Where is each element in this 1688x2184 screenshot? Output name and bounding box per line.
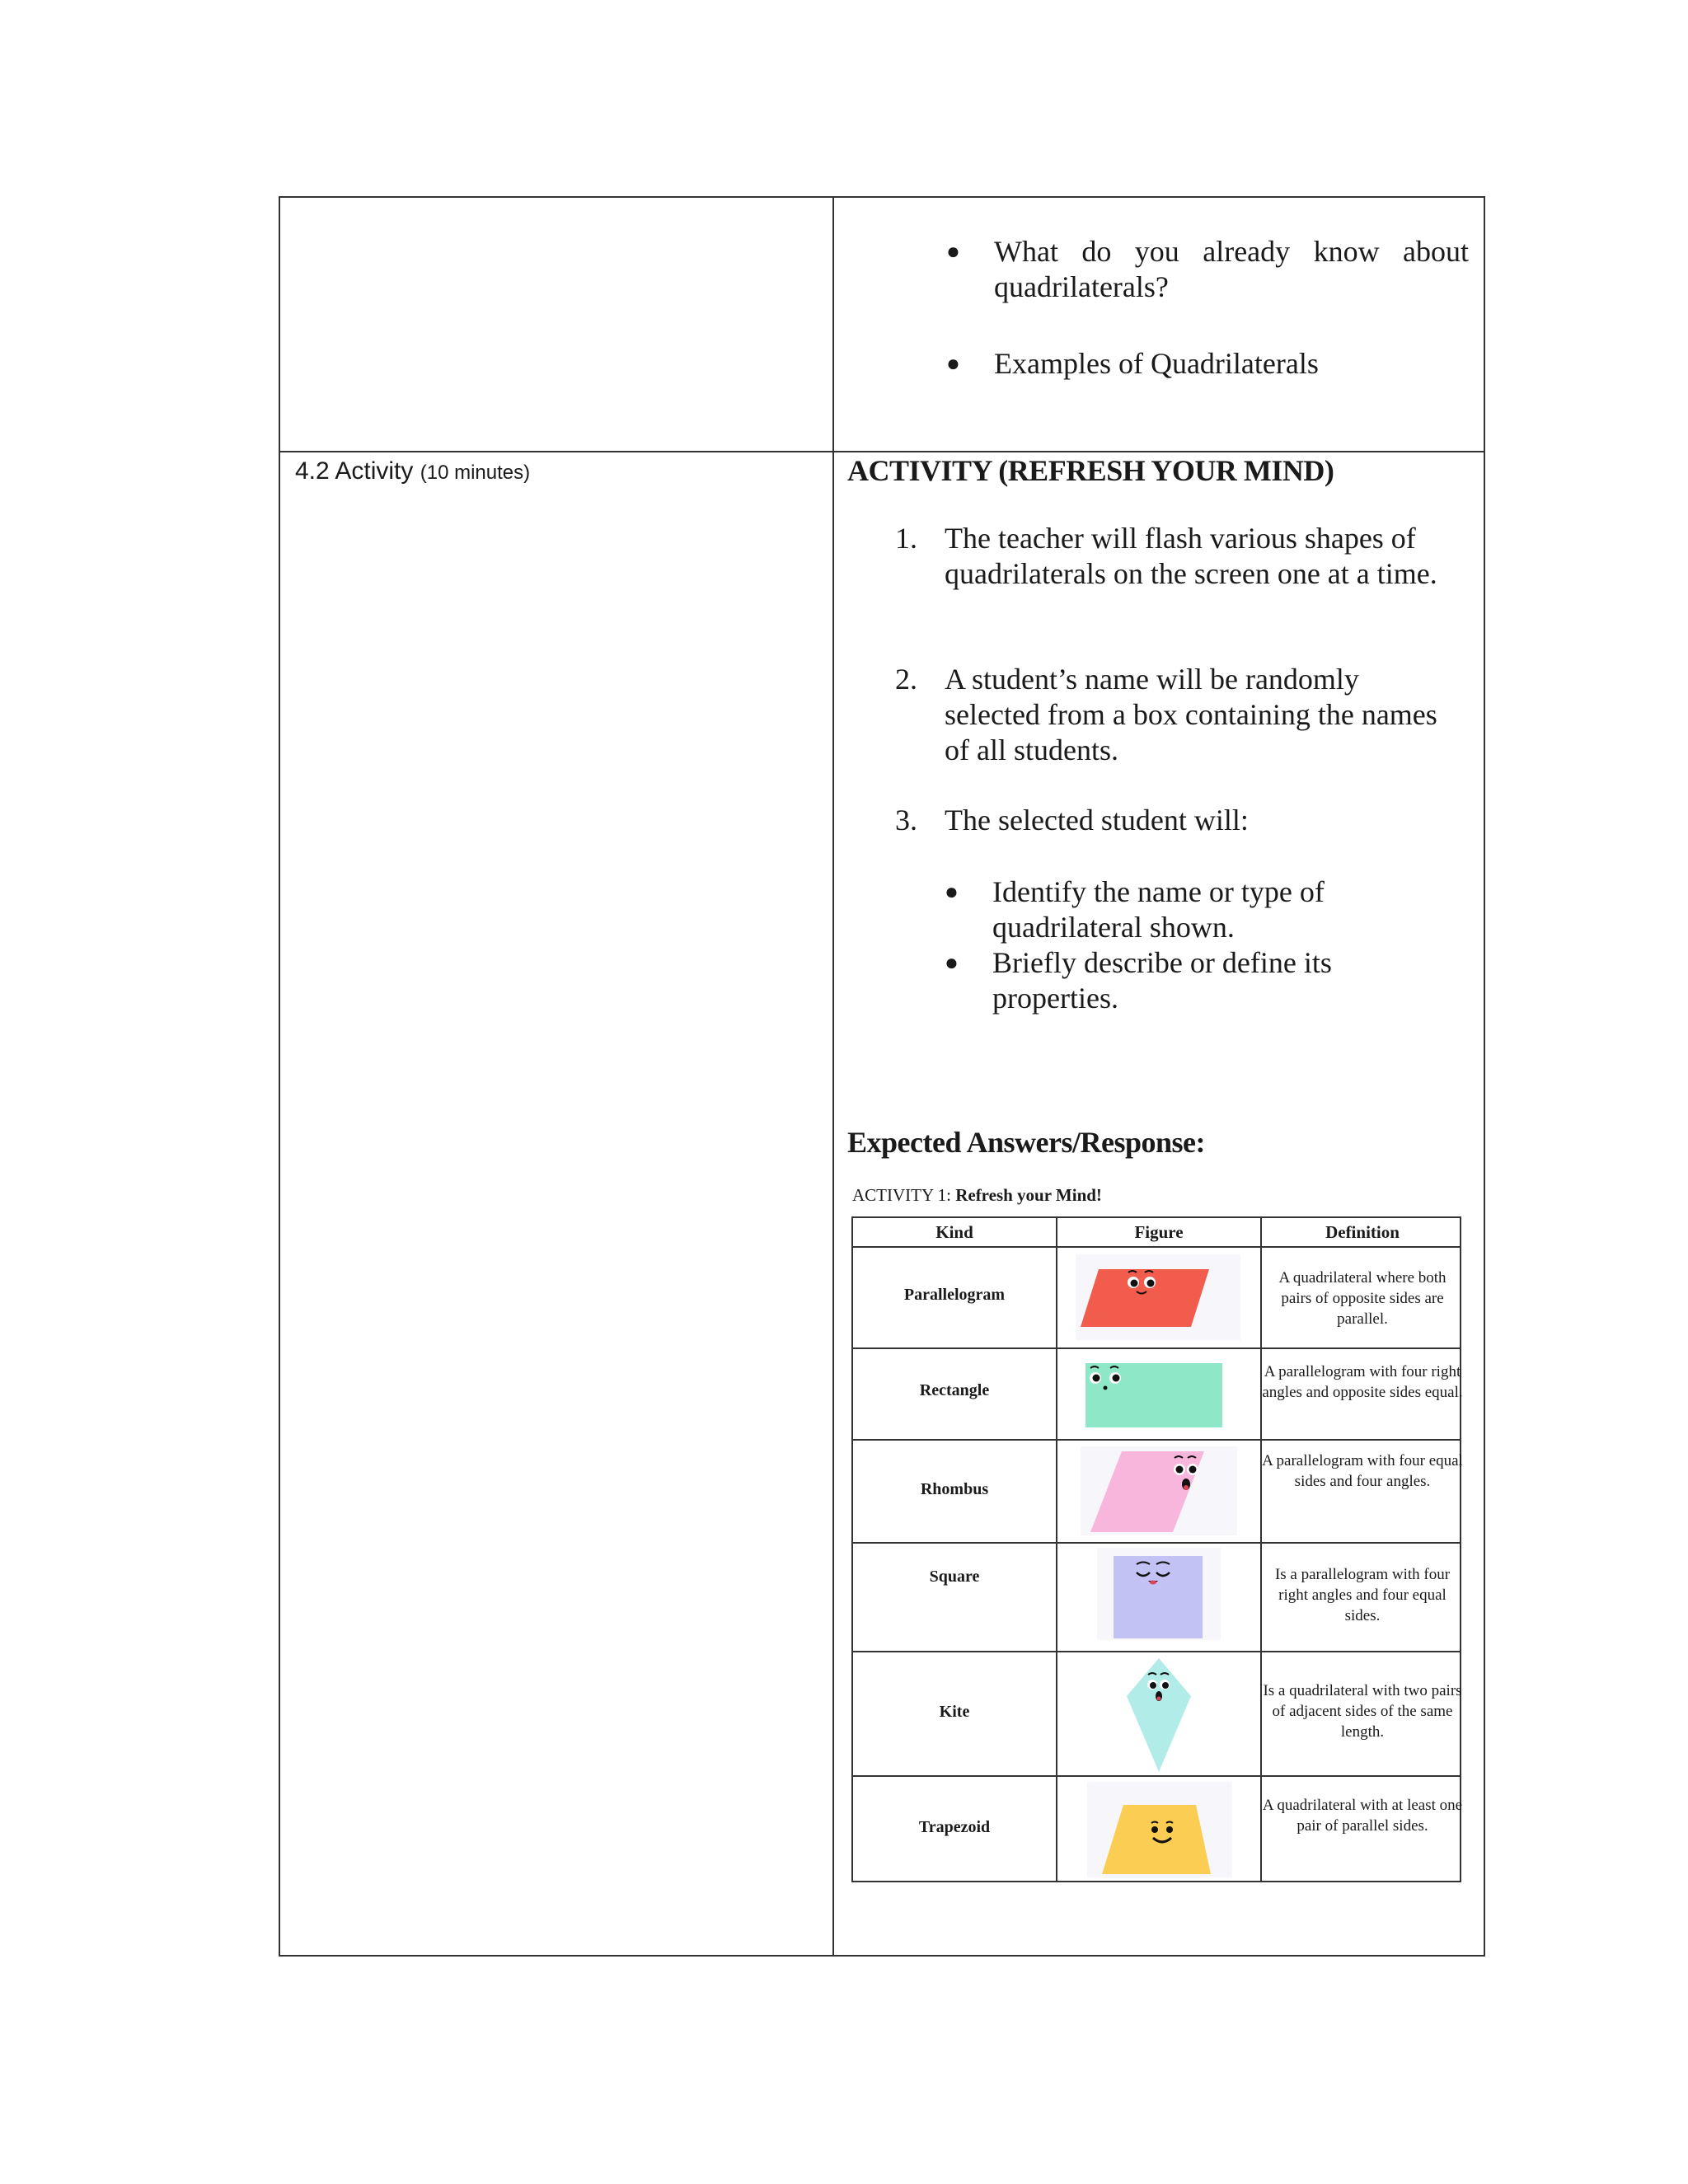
bullet-dot: ● <box>945 879 959 905</box>
rectangle-face-icon <box>1081 1355 1237 1434</box>
definition-cell: Is a quadrilateral with two pairs of adjacent sides of the same length. <box>1263 1682 1462 1741</box>
activity-duration: (10 minutes) <box>420 462 531 484</box>
square-face-icon <box>1097 1548 1221 1640</box>
bullet-dot: ● <box>946 351 960 377</box>
header-figure: Figure <box>1134 1222 1184 1242</box>
rectangle-shape <box>1085 1363 1222 1427</box>
caption-title: Refresh your Mind! <box>955 1185 1102 1205</box>
definition-cell: Is a parallelogram with four right angles and four equal sides. <box>1274 1566 1451 1624</box>
intro-bullet-text: Examples of Quadrilaterals <box>994 347 1319 380</box>
answers-col-divider <box>1056 1218 1057 1881</box>
kind-cell: Square <box>929 1568 980 1586</box>
square-shape <box>1114 1556 1203 1638</box>
answers-row-divider <box>853 1542 1460 1544</box>
caption-prefix: ACTIVITY 1: <box>852 1185 956 1205</box>
answers-table-caption <box>852 1185 1102 1206</box>
answers-row-divider <box>853 1246 1460 1248</box>
answers-row-divider <box>853 1651 1460 1652</box>
sub-bullet-text: Briefly describe or define its properties. <box>992 946 1332 1015</box>
kite-shape <box>1127 1658 1191 1772</box>
activity-section-label <box>295 453 530 491</box>
kind-cell: Trapezoid <box>918 1818 991 1836</box>
rhombus-face-icon <box>1081 1446 1237 1535</box>
column-divider <box>832 198 834 1955</box>
step-text: The teacher will flash various shapes of quadrilaterals on the screen one at a time. <box>945 522 1437 590</box>
activity-label-text: 4.2 Activity <box>295 457 414 485</box>
intro-bullet <box>946 346 1469 382</box>
definition-cell: A parallelogram with four equal sides and four angles. <box>1262 1452 1463 1490</box>
answers-table <box>851 1216 1461 1882</box>
row-divider <box>280 451 1484 452</box>
intro-bullet <box>946 234 1469 305</box>
parallelogram-shape <box>1081 1269 1209 1327</box>
intro-bullet-text: What do you already know about quadrilaterals? <box>994 235 1469 303</box>
lesson-plan-table <box>279 196 1485 1957</box>
step-number: 1. <box>895 522 917 555</box>
step-text: The selected student will: <box>945 804 1249 837</box>
activity-step <box>895 803 1439 838</box>
step-number: 2. <box>895 663 917 696</box>
answers-row-divider <box>853 1775 1460 1777</box>
definition-cell: A quadrilateral where both pairs of opposite sides are parallel. <box>1278 1269 1447 1328</box>
trapezoid-face-icon <box>1087 1782 1232 1877</box>
kind-cell: Rhombus <box>920 1480 989 1498</box>
activity-sub-bullet <box>945 945 1421 1016</box>
step-number: 3. <box>895 804 917 837</box>
answers-row-divider <box>853 1439 1460 1441</box>
bullet-dot: ● <box>946 239 960 265</box>
step-text: A student’s name will be randomly selected from a box containing the names of all students. <box>945 663 1437 766</box>
parallelogram-face-icon <box>1076 1254 1240 1340</box>
definition-cell: A quadrilateral with at least one pair of parallel sides. <box>1262 1797 1463 1835</box>
header-kind: Kind <box>935 1222 973 1242</box>
activity-step <box>895 662 1439 768</box>
kind-cell: Parallelogram <box>903 1286 1006 1304</box>
header-definition: Definition <box>1325 1222 1400 1242</box>
kind-cell: Rectangle <box>919 1381 990 1399</box>
kind-cell: Kite <box>939 1703 970 1721</box>
kite-face-icon <box>1115 1655 1203 1775</box>
activity-step <box>895 521 1439 592</box>
answers-row-divider <box>853 1347 1460 1349</box>
expected-answers-heading: Expected Answers/Response: <box>847 1126 1205 1159</box>
sub-bullet-text: Identify the name or type of quadrilateral shown. <box>992 875 1325 944</box>
definition-cell: A parallelogram with four right angles and opposite sides equal. <box>1262 1363 1463 1401</box>
bullet-dot: ● <box>945 950 959 976</box>
activity-heading: ACTIVITY (REFRESH YOUR MIND) <box>847 454 1334 487</box>
activity-sub-bullet <box>945 874 1421 945</box>
